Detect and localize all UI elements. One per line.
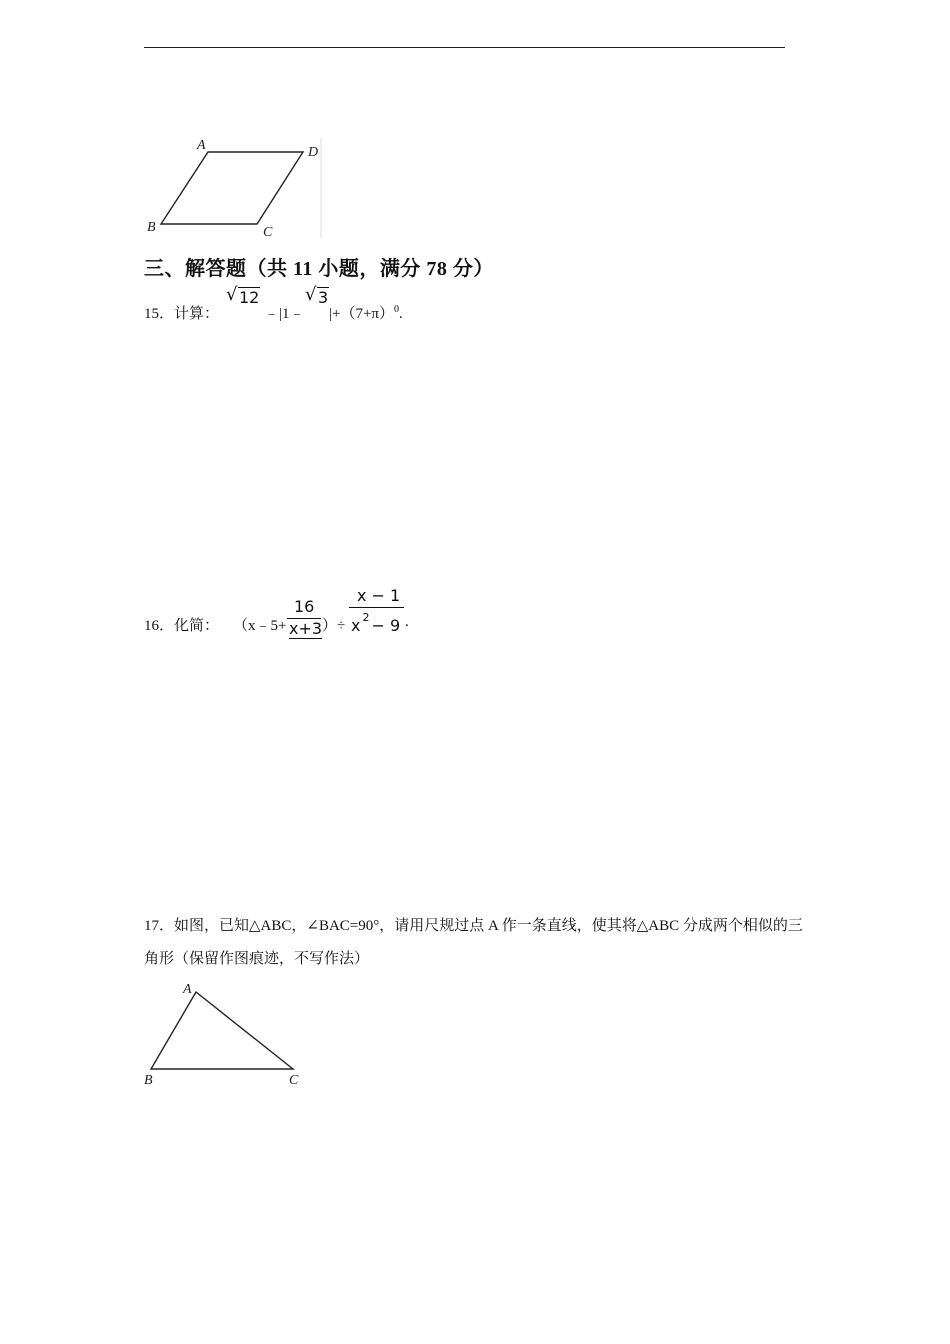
label-b: B [144, 1073, 153, 1088]
label-c: C [289, 1073, 299, 1088]
q16-frac2-denominator [351, 611, 401, 635]
q15-radicand-3: 3 [318, 288, 329, 307]
radical-sign: √ [305, 284, 317, 305]
header-rule [144, 47, 785, 48]
q16-number: 16． [144, 618, 175, 634]
q15-minus-abs: ﹣|1﹣ [264, 306, 305, 322]
q16-period: . [405, 614, 409, 630]
q15-number: 15． [144, 306, 175, 322]
label-c: C [263, 225, 273, 240]
q16-frac2-numerator: x − 1 [357, 586, 401, 605]
radical-sign: √ [226, 284, 238, 305]
q16-close-div: ）÷ [322, 618, 346, 634]
q15-prompt: 计算： [174, 306, 220, 322]
q15-period: . [399, 306, 403, 322]
q17-number: 17． [144, 918, 175, 934]
q16-prompt: 化简： [174, 618, 220, 634]
q16-frac2-den-rest: − 9 [371, 616, 401, 635]
q16-frac2-den-base: x [351, 616, 361, 635]
q15-exponent: 0 [394, 304, 399, 315]
q16-number-prompt [144, 614, 219, 635]
triangle-abc [151, 992, 293, 1069]
q17-body: 如图，已知△ABC，∠BAC=90°，请用尺规过点 A 作一条直线，使其将△ABC 分成两个相似的三角形（保留作图痕迹，不写作法） [144, 918, 803, 967]
q15-sqrt-12 [226, 284, 266, 310]
q16-open: （x﹣5+ [233, 618, 287, 634]
section-title: 三、解答题（共 11 小题，满分 78 分） [144, 258, 494, 280]
q15-abs-close-plus: |+（7+π） [329, 306, 394, 322]
parallelogram-abcd [161, 152, 303, 224]
q15-radicand-12: 12 [239, 288, 260, 307]
q15-number-prompt [144, 302, 219, 323]
q16-frac1-denominator: x+3 [289, 619, 323, 638]
q16-frac2-den-exp: 2 [362, 611, 370, 624]
label-a: A [183, 982, 192, 997]
q17-text [144, 910, 814, 976]
q15-tail [329, 302, 403, 323]
label-a: A [197, 138, 206, 153]
label-d: D [308, 145, 319, 160]
label-b: B [147, 220, 156, 235]
q16-frac1-numerator: 16 [294, 597, 315, 616]
q16-frac2-bar [349, 607, 404, 608]
parallelogram-figure [140, 130, 340, 245]
triangle-figure [140, 980, 320, 1090]
